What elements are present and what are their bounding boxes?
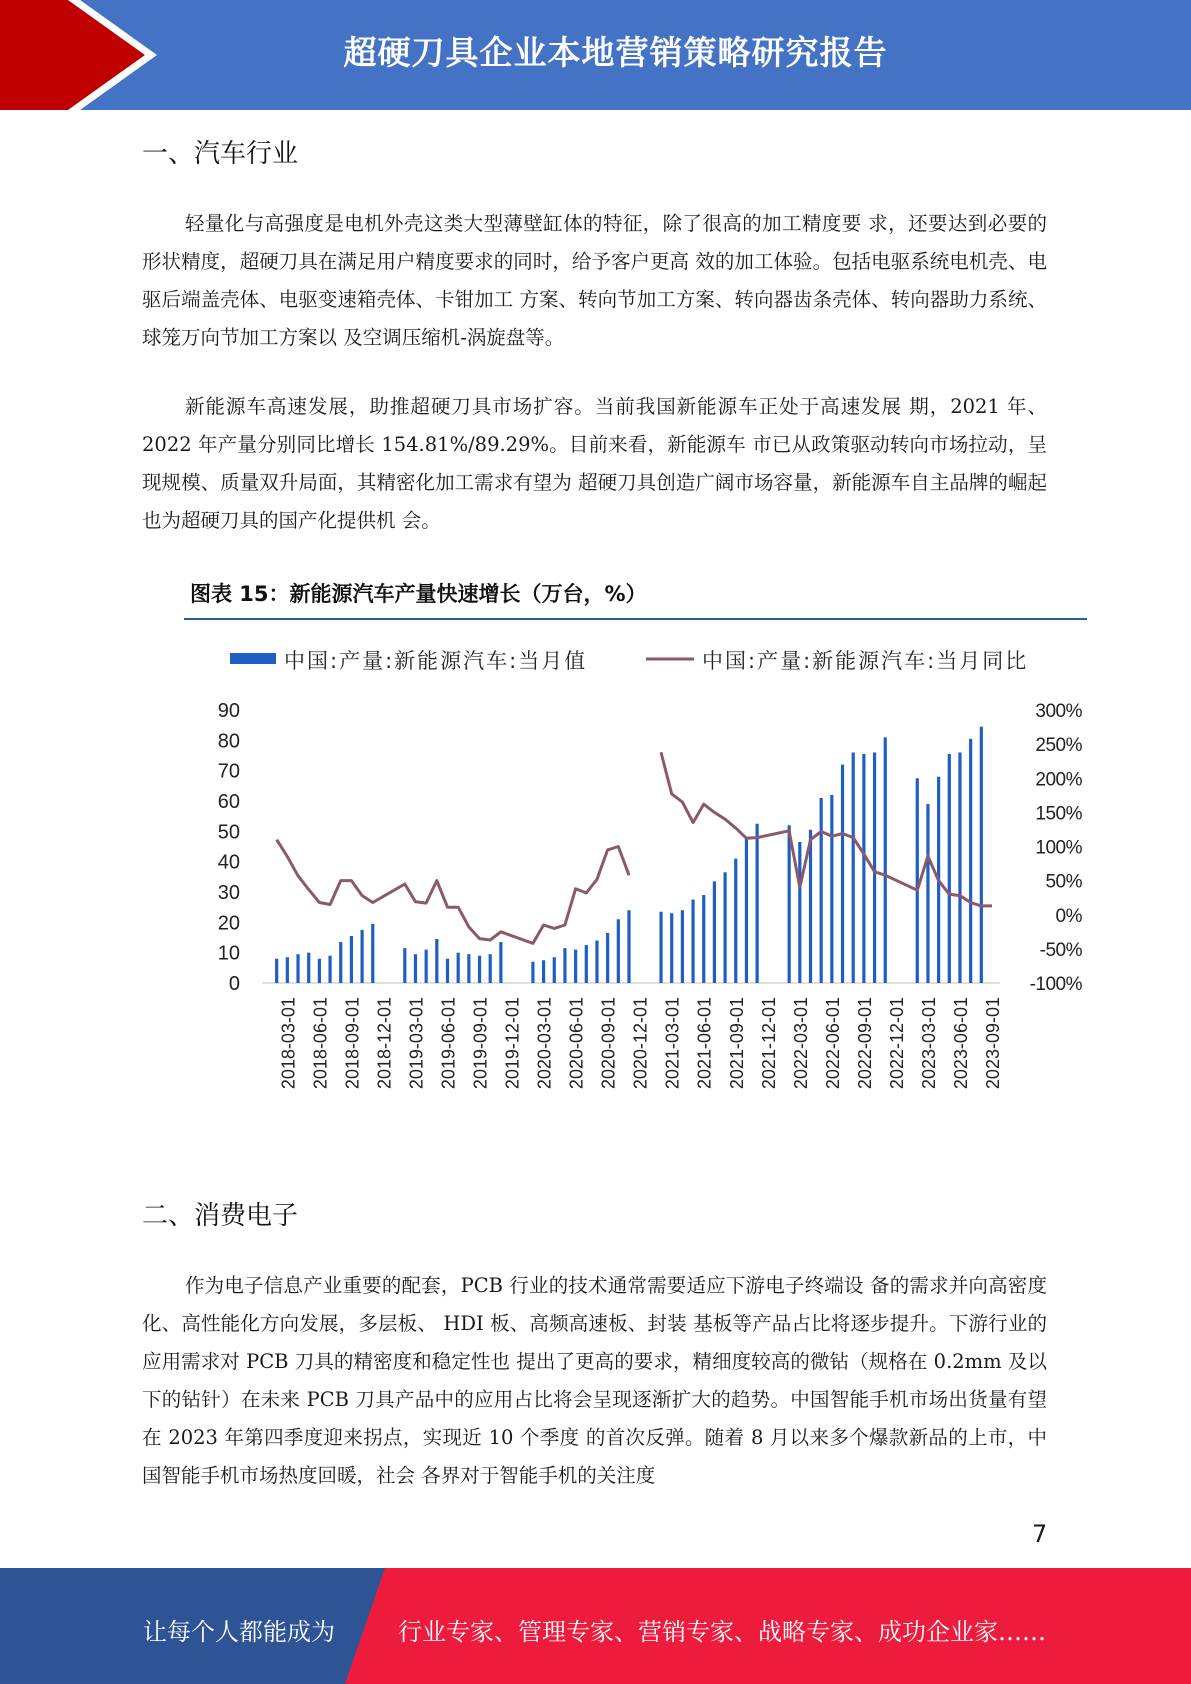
- bar-2021-11-01: [756, 824, 759, 983]
- legend-bar-label: 中国:产量:新能源汽车:当月值: [284, 649, 588, 673]
- x-tick-label: 2022-12-01: [886, 996, 907, 1090]
- y-left-tick-label: 50: [217, 821, 240, 844]
- x-tick-label: 2022-03-01: [790, 996, 811, 1090]
- bar-2023-05-01: [948, 754, 951, 983]
- x-tick-label: 2022-09-01: [854, 997, 875, 1090]
- paragraph-automotive-1: 轻量化与高强度是电机外壳这类大型薄壁缸体的特征，除了很高的加工精度要 求，还要达到必要的形状精度，超硬刀具在满足用户精度要求的同时，给予客户更高 效的加工体验。包括电驱系统电机壳、电驱后端盖壳体、电驱变速箱壳体、卡钳加工 方案、转向节加工方案、转向器齿条壳体、转向器助力系统、球笼万向节加工方案以 及空调压缩机-涡旋盘等。: [142, 212, 1047, 349]
- y-right-tick-label: 0%: [1055, 905, 1082, 927]
- x-tick-label: 2023-03-01: [918, 996, 939, 1090]
- x-tick-label: 2023-06-01: [951, 997, 971, 1090]
- chart-legend: [230, 649, 1028, 673]
- bar-2022-07-01: [841, 765, 844, 983]
- y-left-tick-label: 80: [217, 730, 240, 753]
- x-tick-label: 2020-03-01: [534, 997, 555, 1090]
- bar-2022-05-01: [820, 798, 823, 983]
- bar-2018-03-01: [286, 957, 289, 983]
- x-tick-label: 2021-06-01: [694, 996, 715, 1090]
- y-left-tick-label: 0: [228, 973, 240, 995]
- bar-2020-06-01: [574, 950, 577, 983]
- x-tick-label: 2019-12-01: [502, 997, 523, 1090]
- legend-bar-swatch: [230, 653, 276, 664]
- bar-2018-08-01: [339, 942, 342, 983]
- bar-2021-02-01: [659, 912, 662, 983]
- y-right-tick-label: 250%: [1035, 735, 1082, 757]
- bar-2019-10-01: [489, 954, 492, 983]
- y-left-tick-label: 70: [217, 760, 240, 783]
- x-tick-label: 2021-03-01: [662, 996, 683, 1090]
- bar-2018-02-01: [275, 959, 278, 983]
- y-right-tick-label: 150%: [1035, 803, 1082, 825]
- y-right-tick-label: -100%: [1029, 974, 1082, 995]
- footer-slogan-right: 行业专家、管理专家、营销专家、战略专家、成功企业家……: [398, 1618, 1046, 1646]
- x-tick-label: 2018-09-01: [342, 996, 363, 1090]
- section-heading-automotive: 一、汽车行业: [142, 139, 299, 169]
- y-left-tick-label: 90: [217, 700, 240, 722]
- x-tick-label: 2019-03-01: [406, 997, 427, 1090]
- bar-2021-08-01: [723, 872, 726, 983]
- x-tick-label: 2019-09-01: [470, 996, 491, 1090]
- report-title: 超硬刀具企业本地营销策略研究报告: [343, 33, 888, 72]
- bar-2020-09-01: [606, 933, 609, 983]
- bar-2021-05-01: [691, 900, 694, 983]
- bar-2022-03-01: [798, 842, 801, 983]
- y-left-tick-label: 40: [217, 851, 240, 874]
- bar-2019-11-01: [499, 942, 502, 983]
- bar-2022-04-01: [809, 830, 812, 983]
- y-right-tick-label: 300%: [1035, 701, 1082, 722]
- bar-2021-04-01: [681, 910, 684, 983]
- bar-2020-11-01: [627, 910, 630, 983]
- bar-2019-04-01: [425, 950, 428, 983]
- paragraph-consumer-electronics: 作为电子信息产业重要的配套，PCB 行业的技术通常需要适应下游电子终端设 备的需求并向高密度化、高性能化方向发展，多层板、 HDI 板、高频高速板、封装 基板等产品占比将逐步提升。下游行业的应用需求对 PCB 刀具的精密度和稳定性也 提出了更高的要求，精细度较高的微钻（规格在 0.2mm 及以下的钻针）在未来 PCB 刀具产品中的应用占比将会呈现逐渐扩大的趋势。中国智能手机市场出货量有望在 2023 年第四季度迎来拐点，实现近 10 个季度 的首次反弹。随着 8 月以来多个爆款新品的上市，中国智能手机市场热度回暖，社会 各界对于智能手机的关注度: [142, 1274, 1047, 1487]
- header-banner: [0, 0, 1191, 110]
- bar-2023-02-01: [916, 778, 919, 983]
- x-tick-label: 2020-06-01: [566, 996, 587, 1090]
- bar-2019-07-01: [457, 953, 460, 983]
- bar-2021-09-01: [734, 859, 737, 983]
- bar-2021-10-01: [745, 839, 748, 983]
- x-tick-label: 2020-09-01: [598, 996, 619, 1090]
- x-tick-label: 2021-12-01: [758, 997, 779, 1090]
- bar-2021-03-01: [670, 913, 673, 983]
- bar-2022-09-01: [862, 754, 865, 983]
- bar-2019-02-01: [403, 948, 406, 983]
- bar-2022-06-01: [830, 795, 833, 983]
- y-left-tick-label: 60: [217, 791, 240, 813]
- bar-2023-07-01: [969, 739, 972, 983]
- bar-2022-02-01: [788, 825, 791, 983]
- bar-2021-06-01: [702, 895, 705, 983]
- bar-2019-06-01: [446, 959, 449, 983]
- x-tick-label: 2021-09-01: [726, 997, 747, 1090]
- bar-2023-06-01: [958, 752, 961, 983]
- x-tick-label: 2018-06-01: [310, 997, 331, 1090]
- bar-2020-08-01: [595, 941, 598, 983]
- x-tick-label: 2019-06-01: [438, 997, 459, 1090]
- x-tick-label: 2022-06-01: [822, 997, 843, 1090]
- figure-rule: [184, 618, 1087, 620]
- y-right-tick-label: 50%: [1045, 871, 1082, 893]
- bar-2019-09-01: [478, 956, 481, 983]
- bar-2019-03-01: [414, 954, 417, 983]
- bar-2022-11-01: [884, 737, 887, 983]
- bar-2020-05-01: [563, 948, 566, 983]
- x-tick-label: 2020-12-01: [630, 997, 651, 1090]
- bar-2018-04-01: [296, 954, 299, 983]
- x-tick-label: 2018-12-01: [374, 996, 395, 1090]
- yoy-line-segment-0: [277, 840, 629, 944]
- y-right-tick-label: 100%: [1035, 837, 1082, 859]
- y-left-tick-label: 10: [217, 942, 240, 965]
- y-left-tick-label: 20: [217, 912, 240, 935]
- bar-2020-03-01: [542, 960, 545, 983]
- bar-2018-06-01: [318, 959, 321, 983]
- bar-2021-07-01: [713, 881, 716, 983]
- bar-2019-05-01: [435, 939, 438, 983]
- section-heading-consumer-electronics: 二、消费电子: [142, 1201, 299, 1231]
- yoy-line-segment-1: [661, 752, 992, 906]
- page-number: 7: [1032, 1520, 1048, 1548]
- footer-slogan-left: 让每个人都能成为: [143, 1618, 335, 1646]
- legend-line-label: 中国:产量:新能源汽车:当月同比: [702, 649, 1029, 673]
- bar-2023-03-01: [926, 804, 929, 983]
- bar-2020-04-01: [553, 957, 556, 983]
- bar-2018-09-01: [350, 936, 353, 983]
- paragraph-automotive-2: 新能源车高速发展，助推超硬刀具市场扩容。当前我国新能源车正处于高速发展 期，2021 年、2022 年产量分别同比增长 154.81%/89.29%。目前来看，新能源车 市已从政策驱动转向市场拉动，呈现规模、质量双升局面，其精密化加工需求有望为 超硬刀具创造广阔市场容量，新能源车自主品牌的崛起也为超硬刀具的国产化提供机 会。: [142, 395, 1047, 532]
- y-right-tick-label: -50%: [1039, 939, 1082, 961]
- bar-2018-07-01: [328, 956, 331, 983]
- bar-2018-05-01: [307, 953, 310, 983]
- x-tick-label: 2023-09-01: [983, 997, 1003, 1090]
- bar-2023-08-01: [980, 727, 983, 983]
- bar-2020-07-01: [585, 945, 588, 983]
- bar-2020-10-01: [617, 919, 620, 983]
- bar-2022-08-01: [852, 752, 855, 983]
- x-tick-label: 2018-03-01: [278, 997, 299, 1090]
- y-right-tick-label: 200%: [1035, 769, 1082, 791]
- bar-2019-08-01: [467, 954, 470, 983]
- figure-title: 图表 15：新能源汽车产量快速增长（万台，%）: [190, 582, 647, 606]
- y-left-tick-label: 30: [217, 882, 240, 904]
- nev-production-chart: [184, 630, 1087, 1130]
- bar-2018-10-01: [360, 930, 363, 983]
- bar-2020-02-01: [531, 962, 534, 983]
- bar-2018-11-01: [371, 924, 374, 983]
